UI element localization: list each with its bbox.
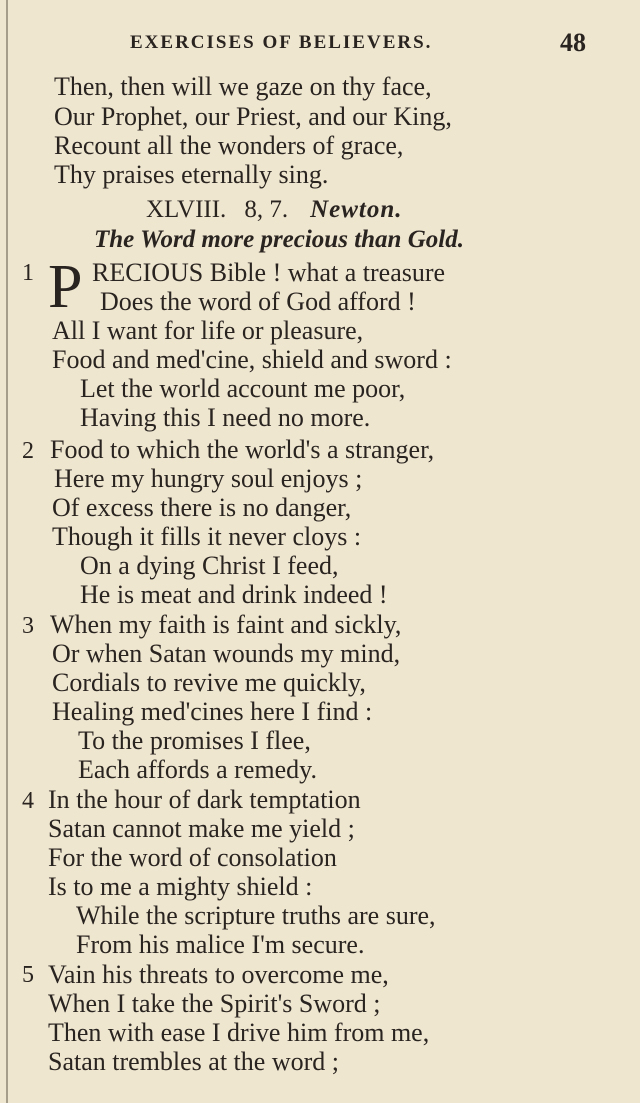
verse-line: To the promises I flee,	[78, 726, 311, 755]
verse-line: Is to me a mighty shield :	[48, 872, 313, 901]
verse-line: When I take the Spirit's Sword ;	[48, 989, 381, 1018]
verse-line: Let the world account me poor,	[80, 374, 406, 403]
page-number: 48	[560, 28, 586, 57]
prev-stanza-line: Thy praises eternally sing.	[54, 160, 329, 189]
prev-stanza-line: Then, then will we gaze on thy face,	[54, 72, 432, 101]
verse-line: For the word of consolation	[48, 843, 337, 872]
verse-line: Healing med'cines here I find :	[52, 697, 373, 726]
verse-line: On a dying Christ I feed,	[80, 551, 339, 580]
prev-stanza-line: Recount all the wonders of grace,	[54, 131, 404, 160]
verse-line: Here my hungry soul enjoys ;	[54, 464, 363, 493]
verse-number: 3	[22, 613, 34, 639]
verse-line: Cordials to revive me quickly,	[52, 668, 366, 697]
verse-line: Then with ease I drive him from me,	[48, 1018, 430, 1047]
verse-line: Food to which the world's a stranger,	[50, 435, 435, 464]
verse-line: In the hour of dark temptation	[48, 785, 361, 814]
verse-number: 1	[22, 260, 34, 286]
verse-line: Though it fills it never cloys :	[52, 522, 362, 551]
verse-line: Each affords a remedy.	[78, 755, 317, 784]
prev-stanza-line: Our Prophet, our Priest, and our King,	[54, 102, 452, 131]
verse-line: Or when Satan wounds my mind,	[52, 639, 401, 668]
hymn-meter: 8, 7.	[244, 196, 289, 223]
verse-line: Of excess there is no danger,	[52, 493, 352, 522]
hymn-author: Newton.	[310, 196, 403, 223]
verse-line: Food and med'cine, shield and sword :	[52, 345, 452, 374]
page-gutter-edge	[6, 0, 8, 1103]
verse-number: 2	[22, 438, 34, 464]
verse-line: Satan trembles at the word ;	[48, 1047, 339, 1076]
verse-line: When my faith is faint and sickly,	[50, 610, 402, 639]
drop-capital: P	[48, 253, 83, 321]
hymn-number: XLVIII.	[146, 196, 227, 223]
hymn-title: The Word more precious than Gold.	[94, 226, 464, 253]
verse-line: RECIOUS Bible ! what a treasure	[92, 258, 446, 287]
verse-number: 4	[22, 788, 34, 814]
verse-line: While the scripture truths are sure,	[76, 901, 436, 930]
verse-line: All I want for life or pleasure,	[52, 316, 364, 345]
verse-line: Vain his threats to overcome me,	[48, 960, 389, 989]
verse-line: Having this I need no more.	[80, 403, 371, 432]
verse-number: 5	[22, 962, 34, 988]
running-title: EXERCISES OF BELIEVERS.	[130, 32, 433, 53]
hymn-heading	[146, 196, 403, 224]
verse-line: Does the word of God afford !	[100, 287, 416, 316]
verse-line: From his malice I'm secure.	[76, 930, 365, 959]
verse-line: He is meat and drink indeed !	[80, 580, 388, 609]
verse-line: Satan cannot make me yield ;	[48, 814, 355, 843]
